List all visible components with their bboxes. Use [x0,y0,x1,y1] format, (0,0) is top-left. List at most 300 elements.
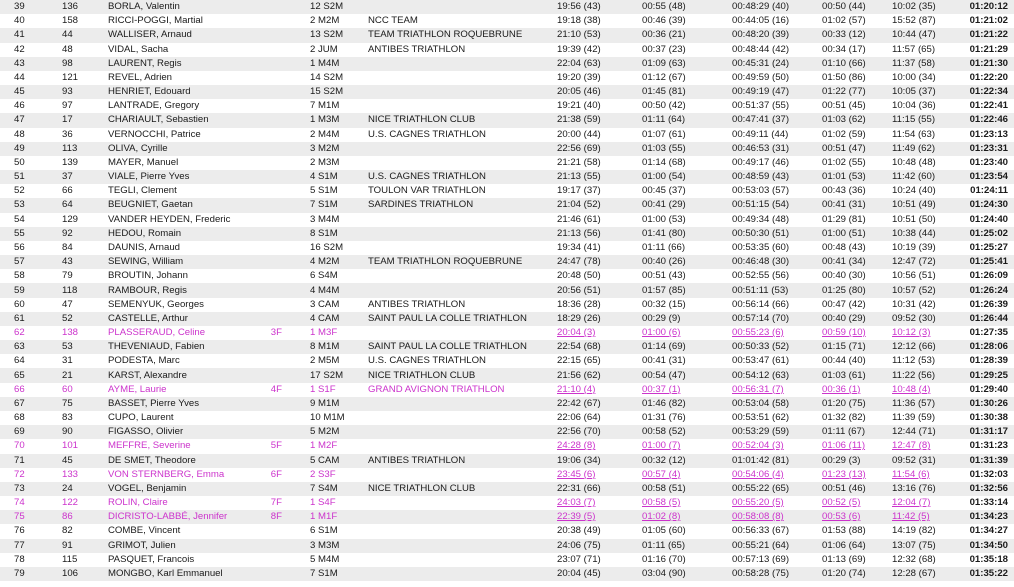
transition2-time: 00:34 (17) [822,43,866,55]
table-row [0,454,1014,468]
transition1-time: 01:11 (64) [642,114,686,126]
total-time: 01:22:46 [969,114,1008,126]
transition2-time: 00:43 (36) [822,185,866,197]
transition2-time: 01:06 (64) [822,539,866,551]
transition2-time: 00:41 (34) [822,256,866,268]
transition1-time: 00:37 (23) [642,43,686,55]
table-row [0,283,1014,297]
total-time: 01:25:27 [969,242,1008,253]
rank-cell: 48 [14,128,25,140]
transition1-time: 01:11 (66) [642,242,686,253]
bib-cell: 48 [62,43,73,55]
bike-time: 00:53:04 (58) [732,397,790,409]
table-row [0,524,1014,538]
run-time: 10:51 (50) [892,213,936,225]
run-time: 13:07 (75) [892,539,936,551]
transition1-time: 01:07 (61) [642,128,686,140]
club-cell: ANTIBES TRIATHLON [368,298,466,310]
total-time: 01:25:41 [969,256,1008,268]
swim-time: 21:10 (53) [557,29,601,41]
gender-rank: 8F [270,511,282,523]
table-row [0,142,1014,156]
run-time: 10:38 (44) [892,227,936,239]
bib-cell: 64 [62,199,73,211]
category-cell: 6 S1M [310,525,338,537]
bike-time: 00:49:59 (50) [732,71,790,83]
club-cell [362,411,557,425]
transition1-time: 00:55 (48) [642,1,686,13]
category-cell: 5 M2M [310,426,340,438]
category-cell: 1 S4F [310,497,336,509]
total-time: 01:22:41 [969,100,1008,112]
run-time: 10:19 (39) [892,242,936,253]
transition1-time: 00:58 (52) [642,426,686,438]
bib-cell: 37 [62,171,73,183]
transition2-time: 00:44 (40) [822,355,866,367]
bib-cell: 93 [62,86,73,98]
bib-cell: 101 [62,440,79,452]
bib-cell: 53 [62,341,73,353]
club-cell: TEAM TRIATHLON ROQUEBRUNE [368,29,523,41]
table-row [0,198,1014,212]
athlete-name: VIDAL, Sacha [108,43,169,55]
category-cell: 15 S2M [310,86,344,98]
athlete-name: VOGEL, Benjamin [108,482,187,494]
table-row [0,383,1014,397]
transition1-time: 00:54 (47) [642,369,686,381]
athlete-name: HENRIET, Edouard [108,86,191,98]
swim-time: 22:06 (64) [557,412,601,424]
athlete-name: CASTELLE, Arthur [108,312,188,324]
bike-time: 00:56:31 (7) [732,383,784,395]
bike-time: 00:47:41 (37) [732,114,790,126]
rank-cell: 72 [14,468,25,480]
bike-time: 00:55:23 (6) [732,327,784,339]
category-cell: 5 M4M [310,553,340,565]
table-row [0,255,1014,269]
bike-time: 00:53:35 (60) [732,242,790,253]
table-row [0,241,1014,255]
bib-cell: 60 [62,383,73,395]
gender-rank [260,354,300,368]
transition2-time: 00:52 (5) [822,497,861,509]
transition1-time: 01:05 (60) [642,525,686,537]
bib-cell: 121 [62,71,79,83]
run-time: 11:42 (5) [892,511,930,523]
bike-time: 00:53:29 (59) [732,426,790,438]
transition2-time: 01:02 (55) [822,156,866,168]
run-time: 10:31 (42) [892,298,936,310]
run-time: 10:24 (40) [892,185,936,197]
category-cell: 4 S1M [310,171,338,183]
athlete-name: DAUNIS, Arnaud [108,242,180,253]
total-time: 01:23:40 [969,156,1008,168]
athlete-name: VANDER HEYDEN, Frederic [108,213,231,225]
club-cell: SAINT PAUL LA COLLE TRIATHLON [368,341,527,353]
bib-cell: 115 [62,553,78,565]
swim-time: 19:06 (34) [557,454,601,466]
category-cell: 4 M4M [310,284,340,296]
table-row [0,99,1014,113]
gender-rank: 7F [270,497,282,509]
category-cell: 5 CAM [310,454,340,466]
rank-cell: 59 [14,284,25,296]
club-cell: U.S. CAGNES TRIATHLON [368,171,486,183]
bib-cell: 47 [62,298,73,310]
club-cell: TEAM TRIATHLON ROQUEBRUNE [368,256,523,268]
rank-cell: 50 [14,156,25,168]
bike-time: 00:50:30 (51) [732,227,790,239]
transition1-time: 01:11 (65) [642,539,686,551]
total-time: 01:30:38 [969,412,1008,424]
rank-cell: 56 [14,242,25,253]
total-time: 01:22:20 [969,71,1008,83]
transition1-time: 00:50 (42) [642,100,686,112]
total-time: 01:23:31 [969,142,1008,154]
transition1-time: 00:57 (4) [642,468,681,480]
total-time: 01:35:22 [969,567,1008,579]
rank-cell: 75 [14,511,25,523]
category-cell: 2 S3F [310,468,336,480]
transition1-time: 00:37 (1) [642,383,681,395]
rank-cell: 67 [14,397,25,409]
transition2-time: 00:41 (31) [822,199,866,211]
athlete-name: DE SMET, Theodore [108,454,196,466]
transition2-time: 00:40 (29) [822,312,866,324]
transition2-time: 00:36 (1) [822,383,861,395]
bike-time: 00:46:48 (30) [732,256,790,268]
rank-cell: 46 [14,100,25,112]
gender-rank [260,43,300,57]
swim-time: 22:56 (70) [557,426,601,438]
swim-time: 21:04 (52) [557,199,601,211]
club-cell [362,0,557,14]
transition1-time: 00:29 (9) [642,312,681,324]
club-cell: GRAND AVIGNON TRIATHLON [368,383,505,395]
category-cell: 3 M2M [310,142,340,154]
bike-time: 00:51:11 (53) [732,284,789,296]
gender-rank [260,283,300,297]
bib-cell: 91 [62,539,73,551]
swim-time: 20:48 (50) [557,270,601,282]
athlete-name: VON STERNBERG, Emma [108,468,225,480]
total-time: 01:28:39 [969,355,1008,367]
bib-cell: 44 [62,29,73,41]
bib-cell: 97 [62,100,73,112]
athlete-name: AYME, Laurie [108,383,167,395]
transition2-time: 01:23 (13) [822,468,866,480]
swim-time: 19:20 (39) [557,71,601,83]
club-cell [362,510,557,524]
transition1-time: 00:32 (12) [642,454,686,466]
run-time: 11:36 (57) [892,397,936,409]
club-cell [362,85,557,99]
category-cell: 16 S2M [310,242,344,253]
gender-rank [260,524,300,538]
gender-rank [260,57,300,71]
swim-time: 20:05 (46) [557,86,601,98]
bike-time: 00:54:06 (4) [732,468,784,480]
swim-time: 21:46 (61) [557,213,601,225]
total-time: 01:24:30 [969,199,1008,211]
bike-time: 00:53:51 (62) [732,412,790,424]
club-cell [362,57,557,71]
rank-cell: 41 [14,29,25,41]
club-cell [362,99,557,113]
club-cell: SARDINES TRIATHLON [368,199,474,211]
rank-cell: 60 [14,298,25,310]
transition1-time: 01:00 (54) [642,171,686,183]
table-row [0,227,1014,241]
swim-time: 21:38 (59) [557,114,601,126]
total-time: 01:28:06 [969,341,1008,353]
transition1-time: 01:00 (7) [642,440,681,452]
run-time: 12:04 (7) [892,497,931,509]
run-time: 12:12 (66) [892,341,936,353]
run-time: 09:52 (30) [892,312,936,324]
table-row [0,28,1014,42]
run-time: 10:51 (49) [892,199,936,211]
table-row [0,340,1014,354]
table-row [0,71,1014,85]
gender-rank: 3F [270,327,282,339]
club-cell: SAINT PAUL LA COLLE TRIATHLON [368,312,527,324]
gender-rank [260,227,300,241]
total-time: 01:20:12 [969,1,1008,13]
athlete-name: GRIMOT, Julien [108,539,176,551]
bike-time: 00:53:03 (57) [732,185,790,197]
run-time: 12:32 (68) [892,553,936,565]
category-cell: 12 S2M [310,1,344,13]
bike-time: 00:54:12 (63) [732,369,790,381]
category-cell: 7 S4M [310,482,338,494]
transition2-time: 01:00 (51) [822,227,866,239]
gender-rank [260,28,300,42]
table-row [0,312,1014,326]
transition1-time: 01:02 (8) [642,511,681,523]
swim-time: 24:47 (78) [557,256,601,268]
swim-time: 19:56 (43) [557,1,601,13]
table-row [0,326,1014,340]
athlete-name: SEWING, William [108,256,184,268]
rank-cell: 52 [14,185,25,197]
swim-time: 19:34 (41) [557,242,601,253]
transition1-time: 01:00 (53) [642,213,686,225]
transition2-time: 00:29 (3) [822,454,861,466]
run-time: 10:44 (47) [892,29,936,41]
athlete-name: BASSET, Pierre Yves [108,397,200,409]
run-time: 11:12 (53) [892,355,936,367]
bike-time: 00:48:59 (43) [732,171,790,183]
total-time: 01:26:24 [969,284,1008,296]
bib-cell: 113 [62,142,78,154]
run-time: 11:37 (58) [892,57,936,69]
table-row [0,496,1014,510]
table-row [0,368,1014,382]
category-cell: 2 M2M [310,15,340,27]
bib-cell: 122 [62,497,79,509]
club-cell: U.S. CAGNES TRIATHLON [368,128,486,140]
gender-rank [260,99,300,113]
run-time: 11:54 (6) [892,468,930,480]
table-row [0,213,1014,227]
bib-cell: 92 [62,227,73,239]
gender-rank [260,368,300,382]
club-cell: ANTIBES TRIATHLON [368,454,466,466]
athlete-name: PODESTA, Marc [108,355,180,367]
gender-rank [260,269,300,283]
club-cell [362,439,557,453]
club-cell [362,425,557,439]
club-cell [362,567,557,581]
total-time: 01:26:09 [969,270,1008,282]
gender-rank [260,298,300,312]
table-row [0,43,1014,57]
rank-cell: 40 [14,15,25,27]
bike-time: 00:45:31 (24) [732,57,790,69]
gender-rank: 6F [270,468,282,480]
gender-rank [260,128,300,142]
total-time: 01:30:26 [969,397,1008,409]
gender-rank: 4F [270,383,282,395]
bike-time: 00:51:15 (54) [732,199,790,211]
transition1-time: 01:12 (67) [642,71,686,83]
table-row [0,85,1014,99]
bib-cell: 45 [62,454,73,466]
bib-cell: 43 [62,256,73,268]
transition2-time: 01:15 (71) [822,341,866,353]
total-time: 01:23:13 [969,128,1008,140]
run-time: 11:57 (65) [892,43,936,55]
total-time: 01:34:50 [969,539,1008,551]
total-time: 01:27:35 [969,327,1008,339]
total-time: 01:21:02 [969,15,1008,27]
rank-cell: 61 [14,312,25,324]
transition1-time: 00:41 (31) [642,355,686,367]
rank-cell: 73 [14,482,25,494]
run-time: 11:49 (62) [892,142,936,154]
athlete-name: HEDOU, Romain [108,227,182,239]
rank-cell: 65 [14,369,25,381]
category-cell: 1 M1F [310,511,338,523]
total-time: 01:34:23 [969,511,1008,523]
swim-time: 22:42 (67) [557,397,601,409]
club-cell [362,269,557,283]
gender-rank [260,553,300,567]
athlete-name: WALLISER, Arnaud [108,29,192,41]
club-cell [362,397,557,411]
transition1-time: 00:46 (39) [642,15,686,27]
club-cell [362,227,557,241]
transition1-time: 03:04 (90) [642,567,686,579]
bib-cell: 129 [62,213,79,225]
rank-cell: 53 [14,199,25,211]
rank-cell: 55 [14,227,25,239]
club-cell: NCC TEAM [368,15,418,27]
bib-cell: 118 [62,284,78,296]
table-row [0,553,1014,567]
club-cell: U.S. CAGNES TRIATHLON [368,355,486,367]
swim-time: 24:06 (75) [557,539,601,551]
transition1-time: 01:00 (6) [642,327,681,339]
table-row [0,113,1014,127]
table-row [0,567,1014,581]
run-time: 12:28 (67) [892,567,936,579]
bib-cell: 139 [62,156,79,168]
swim-time: 19:17 (37) [557,185,601,197]
transition1-time: 01:14 (68) [642,156,686,168]
total-time: 01:25:02 [969,227,1008,239]
transition1-time: 00:51 (43) [642,270,686,282]
bike-time: 01:01:42 (81) [732,454,790,466]
category-cell: 10 M1M [310,412,345,424]
transition2-time: 00:51 (45) [822,100,866,112]
bike-time: 00:49:19 (47) [732,86,790,98]
transition1-time: 00:58 (5) [642,497,681,509]
gender-rank [260,241,300,255]
bike-time: 00:44:05 (16) [732,15,790,27]
total-time: 01:26:44 [969,312,1008,324]
club-cell [362,156,557,170]
total-time: 01:26:39 [969,298,1008,310]
run-time: 10:05 (37) [892,86,936,98]
swim-time: 19:39 (42) [557,43,601,55]
transition2-time: 00:51 (47) [822,142,866,154]
transition2-time: 00:59 (10) [822,327,866,339]
bike-time: 00:50:33 (52) [732,341,790,353]
bike-time: 00:55:21 (64) [732,539,790,551]
table-row [0,468,1014,482]
club-cell: NICE TRIATHLON CLUB [368,114,476,126]
gender-rank [260,213,300,227]
transition2-time: 01:02 (57) [822,15,866,27]
transition2-time: 01:02 (59) [822,128,866,140]
table-row [0,298,1014,312]
gender-rank: 5F [270,440,282,452]
category-cell: 8 S1M [310,227,338,239]
gender-rank [260,425,300,439]
athlete-name: KARST, Alexandre [108,369,187,381]
total-time: 01:21:30 [969,57,1008,69]
run-time: 11:39 (59) [892,412,936,424]
total-time: 01:24:40 [969,213,1008,225]
run-time: 15:52 (87) [892,15,936,27]
bib-cell: 66 [62,185,73,197]
category-cell: 7 S1M [310,567,338,579]
swim-time: 21:13 (55) [557,171,601,183]
total-time: 01:23:54 [969,171,1008,183]
category-cell: 1 M4M [310,57,340,69]
bike-time: 00:48:20 (39) [732,29,790,41]
club-cell: TOULON VAR TRIATHLON [368,185,486,197]
swim-time: 22:54 (68) [557,341,601,353]
bike-time: 00:56:14 (66) [732,298,790,310]
category-cell: 1 M2F [310,440,338,452]
rank-cell: 57 [14,256,25,268]
total-time: 01:33:14 [969,497,1008,509]
athlete-name: FIGASSO, Olivier [108,426,184,438]
swim-time: 24:03 (7) [557,497,596,509]
club-cell: ANTIBES TRIATHLON [368,43,466,55]
rank-cell: 66 [14,383,25,395]
category-cell: 9 M1M [310,397,340,409]
transition2-time: 01:13 (69) [822,553,866,565]
club-cell [362,142,557,156]
gender-rank [260,113,300,127]
bib-cell: 86 [62,511,73,523]
club-cell [362,283,557,297]
athlete-name: SEMENYUK, Georges [108,298,204,310]
